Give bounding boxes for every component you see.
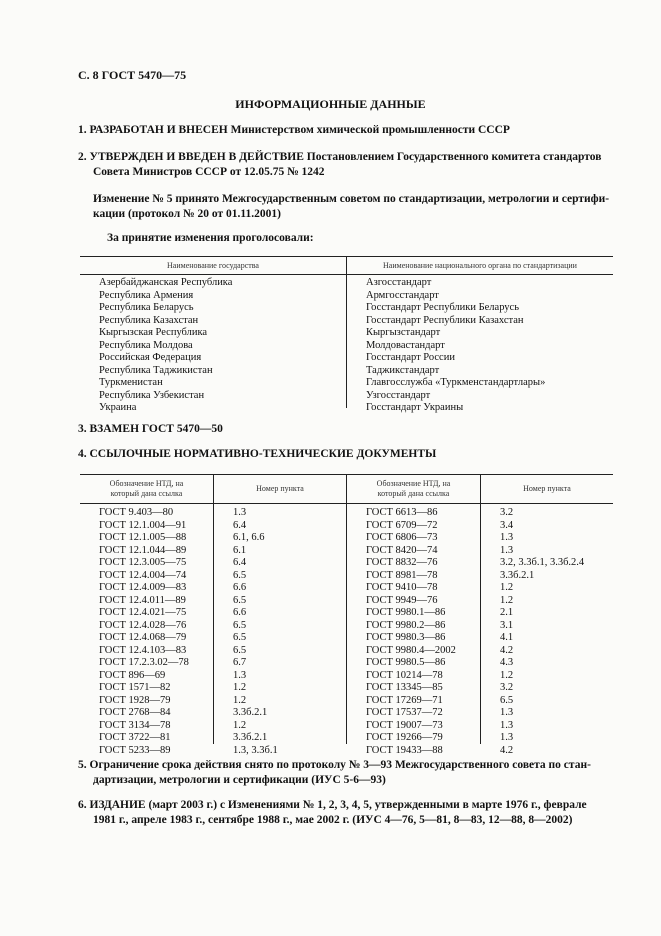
ref-item-number: 6.7 xyxy=(233,657,247,668)
ref-item-number: 1.3 xyxy=(500,707,514,718)
ref-doc-designation: ГОСТ 19007—73 xyxy=(366,719,443,731)
ref-item-number: 3.1 xyxy=(500,619,514,631)
section-6 xyxy=(78,798,587,813)
ref-doc-header-left xyxy=(80,479,213,499)
change-note-line1: Изменение № 5 принято Межгосударственным советом по стандартизации, метрологии и сертифи- xyxy=(93,193,610,205)
ref-doc-designation: ГОСТ 5233—89 xyxy=(99,744,171,756)
ref-item-number: 3.3б.2.1 xyxy=(233,707,268,718)
ref-item-number: 1.3 xyxy=(500,544,514,556)
ref-doc-designation: ГОСТ 13345—85 xyxy=(366,682,443,693)
ref-doc-designation: ГОСТ 9980.3—86 xyxy=(366,632,446,643)
ref-doc-designation: ГОСТ 12.1.004—91 xyxy=(99,519,187,531)
section-title: ИНФОРМАЦИОННЫЕ ДАННЫЕ xyxy=(235,97,426,111)
ref-doc-designation: ГОСТ 12.1.044—89 xyxy=(99,544,187,556)
ref-item-number: 3.2 xyxy=(500,507,514,518)
ref-item-number: 1.2 xyxy=(233,694,247,706)
section-5-line1: Ограничение срока действия снято по протоколу № 3—93 Межгосударственного совета по стан- xyxy=(89,759,591,771)
page-header: С. 8 ГОСТ 5470—75 xyxy=(78,68,187,82)
ref-doc-designation: ГОСТ 896—69 xyxy=(99,669,166,681)
section-2 xyxy=(78,150,601,165)
vote-standards-body: Госстандарт России xyxy=(366,352,455,363)
section-2-number: 2. xyxy=(78,151,87,163)
ref-doc-designation: ГОСТ 12.4.028—76 xyxy=(99,619,187,631)
vote-state-name: Туркменистан xyxy=(99,377,163,388)
ref-right-items-list xyxy=(500,507,584,757)
vote-table-divider xyxy=(346,256,347,408)
section-6-line1: (март 2003 г.) с Изменениями № 1, 2, 3, 4, 5, утвержденными в марте 1976 г., феврале xyxy=(145,799,587,811)
ref-doc-designation: ГОСТ 3134—78 xyxy=(99,719,171,731)
ref-doc-designation: ГОСТ 12.4.004—74 xyxy=(99,569,187,581)
ref-doc-designation: ГОСТ 10214—78 xyxy=(366,669,443,681)
ref-doc-header-right xyxy=(347,479,480,499)
ref-item-number: 6.5 xyxy=(233,619,247,631)
ref-item-number: 6.6 xyxy=(233,607,247,618)
ref-doc-designation: ГОСТ 12.4.068—79 xyxy=(99,632,187,643)
ref-doc-designation: ГОСТ 19266—79 xyxy=(366,732,443,743)
ref-doc-header-right-line2: который дана ссылка xyxy=(377,489,450,498)
ref-doc-designation: ГОСТ 6709—72 xyxy=(366,519,438,531)
ref-item-number: 1.2 xyxy=(500,594,514,606)
section-2-heading: УТВЕРЖДЕН И ВВЕДЕН В ДЕЙСТВИЕ xyxy=(89,151,304,163)
ref-item-header-left: Номер пункта xyxy=(256,484,304,493)
section-2-line1: Постановлением Государственного комитета стандартов xyxy=(303,151,602,163)
ref-item-number: 4.1 xyxy=(500,632,514,643)
ref-item-header-right: Номер пункта xyxy=(523,484,571,493)
ref-doc-designation: ГОСТ 17.2.3.02—78 xyxy=(99,657,189,668)
ref-doc-designation: ГОСТ 17537—72 xyxy=(366,707,443,718)
vote-state-name: Республика Армения xyxy=(99,289,194,301)
section-3 xyxy=(78,422,223,437)
section-1-number: 1. xyxy=(78,124,87,136)
ref-item-number: 1.3 xyxy=(500,532,514,543)
section-3-text: ВЗАМЕН ГОСТ 5470—50 xyxy=(89,423,223,435)
ref-item-number: 1.2 xyxy=(233,682,247,693)
ref-table-divider-1 xyxy=(213,474,214,744)
vote-state-name: Украина xyxy=(99,402,137,413)
ref-item-number: 6.5 xyxy=(233,632,247,643)
ref-item-number: 3.3б.2.1 xyxy=(233,732,268,743)
ref-item-number: 3.2 xyxy=(500,682,514,693)
ref-item-number: 1.3, 3.3б.1 xyxy=(233,744,278,756)
ref-doc-designation: ГОСТ 9980.4—2002 xyxy=(366,644,456,656)
vote-col-body-header: Наименование национального органа по стандартизации xyxy=(383,261,577,270)
vote-standards-body: Узгосстандарт xyxy=(366,389,431,401)
ref-item-number: 1.2 xyxy=(233,719,247,731)
vote-state-name: Республика Беларусь xyxy=(99,302,194,313)
ref-doc-designation: ГОСТ 12.4.011—89 xyxy=(99,594,186,606)
ref-doc-designation: ГОСТ 12.3.005—75 xyxy=(99,557,187,568)
vote-col-state-header: Наименование государства xyxy=(167,261,259,270)
section-6-line2: 1981 г., апреле 1983 г., сентябре 1988 г., мае 2002 г. (ИУС 4—76, 5—81, 8—83, 12—88, 8—2002) xyxy=(93,814,573,826)
ref-item-number: 3.4 xyxy=(500,519,514,531)
ref-doc-designation: ГОСТ 12.4.021—75 xyxy=(99,607,187,618)
ref-item-number: 1.2 xyxy=(500,582,514,593)
vote-states-list xyxy=(99,277,232,415)
section-4-text: ССЫЛОЧНЫЕ НОРМАТИВНО-ТЕХНИЧЕСКИЕ ДОКУМЕНТЫ xyxy=(89,448,437,460)
vote-state-name: Республика Узбекистан xyxy=(99,389,205,401)
ref-table-divider-2 xyxy=(346,474,347,744)
ref-doc-designation: ГОСТ 12.1.005—88 xyxy=(99,532,187,543)
section-1-text: Министерством химической промышленности СССР xyxy=(227,124,510,136)
ref-doc-designation: ГОСТ 9410—78 xyxy=(366,582,438,593)
ref-doc-designation: ГОСТ 12.4.009—83 xyxy=(99,582,187,593)
ref-item-number: 1.2 xyxy=(500,669,514,681)
ref-left-items-list xyxy=(233,507,278,757)
ref-doc-designation: ГОСТ 1928—79 xyxy=(99,694,171,706)
section-1-heading: РАЗРАБОТАН И ВНЕСЕН xyxy=(89,124,228,136)
vote-standards-body: Молдовастандарт xyxy=(366,339,445,351)
section-5 xyxy=(78,758,591,773)
ref-doc-designation: ГОСТ 9980.5—86 xyxy=(366,657,446,668)
ref-item-number: 1.3 xyxy=(500,719,514,731)
ref-item-number: 6.1, 6.6 xyxy=(233,532,265,543)
ref-left-docs-list xyxy=(99,507,189,757)
ref-doc-designation: ГОСТ 8832—76 xyxy=(366,557,438,568)
vote-state-name: Республика Молдова xyxy=(99,339,193,351)
ref-doc-designation: ГОСТ 6613—86 xyxy=(366,507,438,518)
vote-label: За принятие изменения проголосовали: xyxy=(107,232,314,244)
vote-state-name: Республика Таджикистан xyxy=(99,364,213,376)
ref-item-number: 1.3 xyxy=(233,507,247,518)
ref-doc-header-left-line1: Обозначение НТД, на xyxy=(109,479,184,488)
vote-standards-body: Армгосстандарт xyxy=(366,289,439,301)
ref-item-number: 2.1 xyxy=(500,607,514,618)
ref-doc-designation: ГОСТ 9949—76 xyxy=(366,594,438,606)
ref-doc-designation: ГОСТ 12.4.103—83 xyxy=(99,644,187,656)
ref-item-number: 1.3 xyxy=(500,732,514,743)
ref-doc-designation: ГОСТ 2768—84 xyxy=(99,707,171,718)
ref-item-number: 6.1 xyxy=(233,544,247,556)
vote-state-name: Кыргызская Республика xyxy=(99,327,208,338)
ref-doc-designation: ГОСТ 19433—88 xyxy=(366,744,443,756)
vote-standards-body: Госстандарт Республики Беларусь xyxy=(366,302,520,313)
ref-item-number: 6.4 xyxy=(233,557,247,568)
ref-doc-designation: ГОСТ 3722—81 xyxy=(99,732,171,743)
ref-item-number: 4.3 xyxy=(500,657,514,668)
vote-state-name: Российская Федерация xyxy=(99,352,202,363)
section-1 xyxy=(78,123,510,138)
change-note-line2: кации (протокол № 20 от 01.11.2001) xyxy=(93,208,281,220)
ref-doc-designation: ГОСТ 9980.1—86 xyxy=(366,607,446,618)
vote-standards-body: Главгосслужба «Туркменстандартлары» xyxy=(366,377,546,388)
section-4 xyxy=(78,447,436,462)
ref-item-number: 6.4 xyxy=(233,519,247,531)
ref-right-docs-list xyxy=(366,507,456,757)
vote-state-name: Республика Казахстан xyxy=(99,314,199,326)
ref-doc-designation: ГОСТ 6806—73 xyxy=(366,532,438,543)
ref-item-number: 4.2 xyxy=(500,744,514,756)
section-4-number: 4. xyxy=(78,448,87,460)
ref-doc-designation: ГОСТ 8420—74 xyxy=(366,544,438,556)
section-5-line2: дартизации, метрологии и сертификации (ИУС 5-6—93) xyxy=(93,774,386,786)
section-6-number: 6. xyxy=(78,799,87,811)
ref-doc-header-left-line2: который дана ссылка xyxy=(110,489,183,498)
vote-standards-body: Азгосстандарт xyxy=(366,277,432,288)
vote-standards-body: Кыргызстандарт xyxy=(366,327,441,338)
ref-doc-designation: ГОСТ 9980.2—86 xyxy=(366,619,446,631)
section-3-number: 3. xyxy=(78,423,87,435)
ref-item-number: 4.2 xyxy=(500,644,514,656)
ref-item-number: 6.5 xyxy=(233,644,247,656)
ref-doc-designation: ГОСТ 17269—71 xyxy=(366,694,443,706)
ref-doc-designation: ГОСТ 8981—78 xyxy=(366,569,438,581)
section-6-heading: ИЗДАНИЕ xyxy=(89,799,146,811)
vote-state-name: Азербайджанская Республика xyxy=(99,277,233,288)
vote-standards-body: Госстандарт Украины xyxy=(366,402,464,413)
ref-item-number: 6.5 xyxy=(233,594,247,606)
section-2-line2: Совета Министров СССР от 12.05.75 № 1242 xyxy=(93,166,325,178)
ref-item-number: 3.3б.2.1 xyxy=(500,569,535,581)
ref-item-number: 1.3 xyxy=(233,669,247,681)
ref-item-number: 6.5 xyxy=(500,694,514,706)
ref-table-divider-3 xyxy=(480,474,481,744)
vote-standards-body: Госстандарт Республики Казахстан xyxy=(366,314,524,326)
ref-item-number: 6.6 xyxy=(233,582,247,593)
section-5-number: 5. xyxy=(78,759,87,771)
vote-standards-body: Таджикстандарт xyxy=(366,364,440,376)
ref-item-number: 3.2, 3.3б.1, 3.3б.2.4 xyxy=(500,557,585,568)
vote-bodies-list xyxy=(366,277,545,415)
ref-doc-header-right-line1: Обозначение НТД, на xyxy=(376,479,451,488)
ref-item-number: 6.5 xyxy=(233,569,247,581)
ref-doc-designation: ГОСТ 9.403—80 xyxy=(99,507,174,518)
ref-doc-designation: ГОСТ 1571—82 xyxy=(99,682,171,693)
